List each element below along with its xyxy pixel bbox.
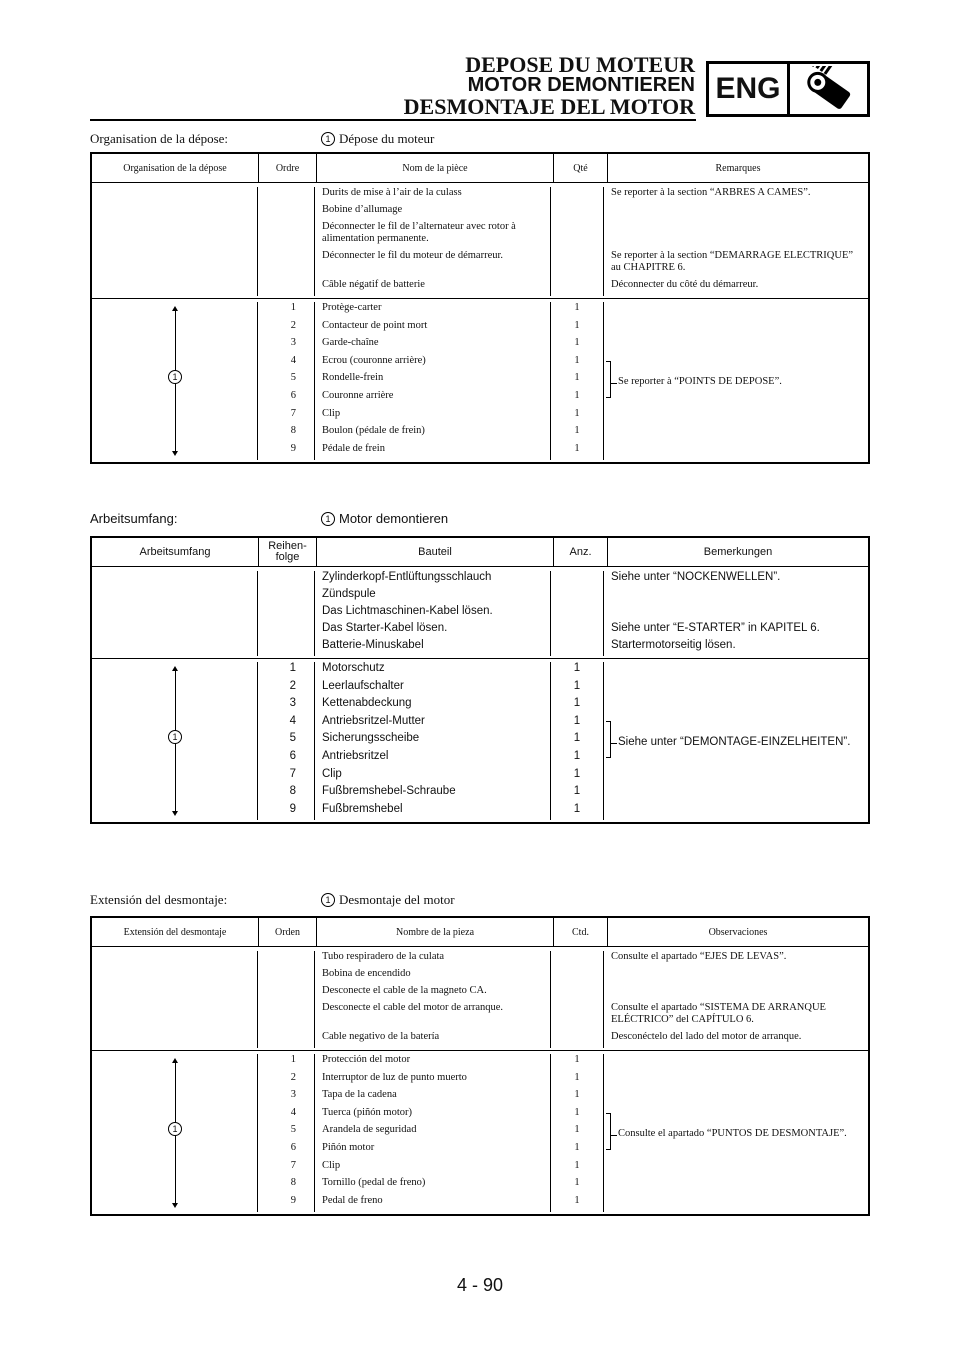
item-name: Arandela de seguridad (322, 1124, 417, 1136)
scope-cell (92, 187, 258, 296)
scope-cell (92, 571, 258, 656)
prep-row-remark: Se reporter à la section “ARBRES A CAMES”. (611, 187, 811, 198)
item-qty: 1 (574, 407, 580, 419)
item-name: Pedal de freno (322, 1194, 383, 1206)
prep-row-name: Câble négatif de batterie (322, 279, 425, 290)
items-block (92, 1051, 868, 1214)
item-order: 8 (289, 785, 296, 798)
item-qty: 1 (574, 354, 580, 366)
page-number: 4 - 90 (456, 1275, 504, 1295)
scope-range-arrow (170, 1058, 182, 1208)
scope-arrow-cell (92, 662, 258, 820)
section-heading (90, 131, 435, 147)
scope-range-arrow (170, 666, 182, 816)
item-name: Tapa de la cadena (322, 1089, 397, 1101)
header-part-name: Nombre de la pieza (317, 918, 554, 946)
item-order: 4 (290, 1106, 296, 1118)
item-name: Couronne arrière (322, 389, 394, 401)
section-sublabel-group (321, 511, 448, 526)
procedure-table (90, 152, 870, 464)
item-name: Protección del motor (322, 1054, 411, 1065)
qty-column (551, 662, 604, 820)
item-qty: 1 (573, 714, 581, 727)
header-qty: Ctd. (554, 918, 608, 946)
circled-number-marker: 1 (321, 893, 335, 907)
scope-arrow-cell (92, 1054, 258, 1212)
header-qty: Qté (554, 154, 608, 182)
table-header-row (92, 918, 868, 947)
item-name: Fußbremshebel-Schraube (322, 785, 456, 798)
item-order: 5 (289, 732, 296, 745)
item-order: 4 (290, 354, 296, 366)
eng-badge-label: ENG (709, 64, 790, 114)
preparation-block (92, 183, 868, 299)
prep-row-name: Tubo respiradero de la culata (322, 951, 445, 962)
item-name: Sicherungsscheibe (322, 732, 420, 745)
item-order: 6 (290, 389, 296, 401)
prep-row-remark (604, 968, 868, 985)
order-cell (258, 571, 315, 656)
item-qty: 1 (574, 1177, 580, 1189)
circled-number-marker: 1 (321, 512, 335, 526)
section-heading (90, 892, 455, 908)
header-remarks: Observaciones (708, 926, 768, 938)
item-qty: 1 (573, 679, 581, 692)
header-scope: Organisation de la dépose (92, 154, 259, 182)
item-qty: 1 (574, 1124, 580, 1136)
remark-bracket-tick (611, 383, 617, 384)
prep-row-remark: Déconnecter du côté du démarreur. (611, 279, 759, 290)
item-qty: 1 (574, 1159, 580, 1171)
item-order: 1 (289, 662, 296, 674)
item-qty: 1 (574, 389, 580, 401)
bracket-remark: Consulte el apartado “PUNTOS DE DESMONTAJE”. (618, 1128, 847, 1140)
item-name: Interruptor de luz de punto muerto (322, 1071, 467, 1083)
item-order: 1 (290, 1054, 296, 1065)
order-cell (258, 187, 315, 296)
prep-row-remark (604, 605, 868, 622)
prep-row-name: Cable negativo de la batería (322, 1031, 440, 1042)
remark-bracket (606, 721, 611, 758)
item-qty: 1 (574, 337, 580, 349)
item-qty: 1 (573, 767, 581, 780)
procedure-table (90, 916, 870, 1216)
item-order: 7 (289, 767, 296, 780)
preparation-block (92, 947, 868, 1051)
section-heading (90, 511, 449, 526)
arrow-down-icon (172, 811, 178, 816)
table-header-row (92, 154, 868, 183)
circled-number-marker: 1 (168, 370, 182, 384)
header-order: Reihen- folge (259, 538, 317, 566)
item-order: 6 (289, 749, 296, 762)
order-column (258, 662, 315, 820)
prep-row-remark (604, 204, 868, 221)
prep-row-remark (604, 588, 868, 605)
item-name: Kettenabdeckung (322, 697, 412, 710)
title-french: DEPOSE DU MOTEUR (465, 52, 695, 77)
header-remarks: Bemerkungen (703, 545, 773, 558)
header-order: Orden (259, 918, 317, 946)
items-block (92, 659, 868, 822)
order-cell (258, 951, 315, 1048)
item-order: 5 (290, 372, 296, 384)
item-name: Tornillo (pedal de freno) (322, 1177, 426, 1189)
remark-bracket (606, 361, 611, 398)
item-order: 3 (289, 697, 296, 710)
item-qty: 1 (573, 732, 581, 745)
remark-bracket-tick (611, 743, 617, 744)
arrow-down-icon (172, 1203, 178, 1208)
item-order: 3 (290, 1089, 296, 1101)
section-sublabel: Desmontaje del motor (339, 892, 455, 907)
item-qty: 1 (574, 319, 580, 331)
order-column (258, 1054, 315, 1212)
bracket-remark: Se reporter à “POINTS DE DEPOSE”. (618, 376, 782, 388)
table-header-row (92, 538, 868, 567)
header-order: Ordre (259, 154, 317, 182)
item-name: Pédale de frein (322, 442, 385, 454)
item-qty: 1 (573, 662, 581, 674)
item-name: Piñón motor (322, 1141, 375, 1153)
order-column (258, 302, 315, 460)
prep-row-name: Bobina de encendido (322, 968, 411, 979)
title-rule (90, 119, 696, 121)
item-name: Antriebsritzel-Mutter (322, 714, 425, 727)
remarks-column (604, 187, 868, 296)
item-order: 5 (290, 1124, 296, 1136)
item-order: 3 (290, 337, 296, 349)
item-qty: 1 (574, 1071, 580, 1083)
section-sublabel-group (321, 892, 455, 908)
circled-number-marker: 1 (321, 132, 335, 146)
item-name: Clip (322, 407, 341, 419)
item-order: 9 (289, 802, 296, 815)
bracket-remark: Siehe unter “DEMONTAGE-EINZELHEITEN”. (618, 736, 851, 749)
prep-row-remark: Se reporter à la section “DEMARRAGE ELECTRIQUE” au CHAPITRE 6. (611, 250, 854, 273)
item-order: 4 (289, 714, 296, 727)
qty-cell (551, 951, 604, 1048)
item-name: Contacteur de point mort (322, 319, 428, 331)
qty-cell (551, 187, 604, 296)
prep-row-remark: Consulte el apartado “EJES DE LEVAS”. (611, 951, 787, 962)
item-name: Clip (322, 767, 342, 780)
item-qty: 1 (574, 442, 580, 454)
item-name: Protège-carter (322, 302, 382, 313)
item-name: Clip (322, 1159, 341, 1171)
qty-column (551, 302, 604, 460)
item-order: 2 (290, 1071, 296, 1083)
header-part-name: Nom de la pièce (317, 154, 554, 182)
item-order: 7 (290, 1159, 296, 1171)
prep-row-name: Das Lichtmaschinen-Kabel lösen. (322, 605, 493, 617)
item-qty: 1 (574, 372, 580, 384)
prep-row-name: Déconnecter le fil de l’alternateur avec rotor à alimentation permanente. (322, 221, 516, 244)
item-name: Boulon (pédale de frein) (322, 425, 425, 437)
section-sublabel: Dépose du moteur (339, 131, 435, 146)
item-order: 2 (289, 679, 296, 692)
prep-row-name: Zylinderkopf-Entlüftungsschlauch (322, 571, 492, 583)
remarks-column (604, 571, 868, 656)
scope-arrow-cell (92, 302, 258, 460)
prep-row-name: Déconnecter le fil du moteur de démarreur. (322, 250, 504, 261)
header-qty: Anz. (554, 538, 608, 566)
header-scope: Extensión del desmontaje (92, 918, 259, 946)
part-names-column (315, 302, 551, 460)
item-order: 2 (290, 319, 296, 331)
prep-row-name: Desconecte el cable del motor de arranque. (322, 1002, 504, 1013)
item-name: Leerlaufschalter (322, 679, 404, 692)
title-german: MOTOR DEMONTIEREN (467, 74, 695, 96)
prep-row-name: Durits de mise à l’air de la culass (322, 187, 462, 198)
section-label: Organisation de la dépose: (90, 131, 229, 146)
item-name: Motorschutz (322, 662, 385, 674)
part-names-column (315, 187, 551, 296)
part-names-column (315, 571, 551, 656)
prep-row-remark: Siehe unter “E-STARTER” in KAPITEL 6. (611, 622, 820, 634)
item-qty: 1 (573, 697, 581, 710)
eng-badge (706, 61, 870, 117)
item-name: Rondelle-frein (322, 372, 384, 384)
item-order: 1 (290, 302, 296, 313)
prep-row-remark: Startermotorseitig lösen. (611, 639, 736, 651)
prep-row-name: Bobine d’allumage (322, 204, 403, 215)
scope-range-arrow (170, 306, 182, 456)
arrow-down-icon (172, 451, 178, 456)
item-name: Tuerca (piñón motor) (322, 1106, 413, 1118)
item-qty: 1 (573, 802, 581, 815)
item-qty: 1 (574, 1194, 580, 1206)
prep-row-remark: Consulte el apartado “SISTEMA DE ARRANQUE ELÉCTRICO” del CAPÍTULO 6. (611, 1002, 826, 1025)
prep-row-name: Zündspule (322, 588, 376, 600)
section-label: Arbeitsumfang: (90, 511, 178, 526)
section-label: Extensión del desmontaje: (90, 892, 228, 907)
item-qty: 1 (574, 1054, 580, 1065)
prep-row-remark (604, 985, 868, 1002)
remarks-column (604, 662, 868, 820)
qty-cell (551, 571, 604, 656)
item-name: Antriebsritzel (322, 749, 389, 762)
prep-row-remark: Desconéctelo del lado del motor de arranque. (611, 1031, 802, 1042)
item-order: 8 (290, 1177, 296, 1189)
items-block (92, 299, 868, 462)
title-block (404, 54, 695, 117)
item-order: 7 (290, 407, 296, 419)
item-name: Fußbremshebel (322, 802, 403, 815)
item-order: 8 (290, 425, 296, 437)
item-order: 9 (290, 1194, 296, 1206)
item-order: 6 (290, 1141, 296, 1153)
part-names-column (315, 1054, 551, 1212)
scope-cell (92, 951, 258, 1048)
prep-row-name: Batterie-Minuskabel (322, 639, 424, 651)
header-part-name: Bauteil (317, 538, 554, 566)
part-names-column (315, 662, 551, 820)
item-qty: 1 (573, 785, 581, 798)
prep-row-name: Desconecte el cable de la magneto CA. (322, 985, 487, 996)
remark-bracket (606, 1113, 611, 1150)
remark-bracket-tick (611, 1135, 617, 1136)
header-remarks: Remarques (715, 162, 761, 174)
remarks-column (604, 1054, 868, 1212)
title-spanish: DESMONTAJE DEL MOTOR (403, 94, 695, 119)
prep-row-remark: Siehe unter “NOCKENWELLEN”. (611, 571, 781, 583)
prep-row-name: Das Starter-Kabel lösen. (322, 622, 448, 634)
item-qty: 1 (574, 1106, 580, 1118)
item-qty: 1 (574, 425, 580, 437)
qty-column (551, 1054, 604, 1212)
remarks-column (604, 951, 868, 1048)
circled-number-marker: 1 (168, 1122, 182, 1136)
item-name: Garde-chaîne (322, 337, 379, 349)
page-header (90, 50, 870, 122)
procedure-table (90, 536, 870, 824)
prep-row-remark (604, 221, 868, 250)
item-name: Ecrou (couronne arrière) (322, 354, 426, 366)
engine-piston-icon (790, 64, 867, 114)
item-order: 9 (290, 442, 296, 454)
remarks-column (604, 302, 868, 460)
item-qty: 1 (574, 1141, 580, 1153)
section-sublabel: Motor demontieren (339, 511, 449, 526)
item-qty: 1 (574, 1089, 580, 1101)
item-qty: 1 (573, 749, 581, 762)
item-qty: 1 (574, 302, 580, 313)
part-names-column (315, 951, 551, 1048)
header-scope: Arbeitsumfang (92, 538, 259, 566)
circled-number-marker: 1 (168, 730, 182, 744)
preparation-block (92, 567, 868, 659)
section-sublabel-group (321, 131, 434, 147)
